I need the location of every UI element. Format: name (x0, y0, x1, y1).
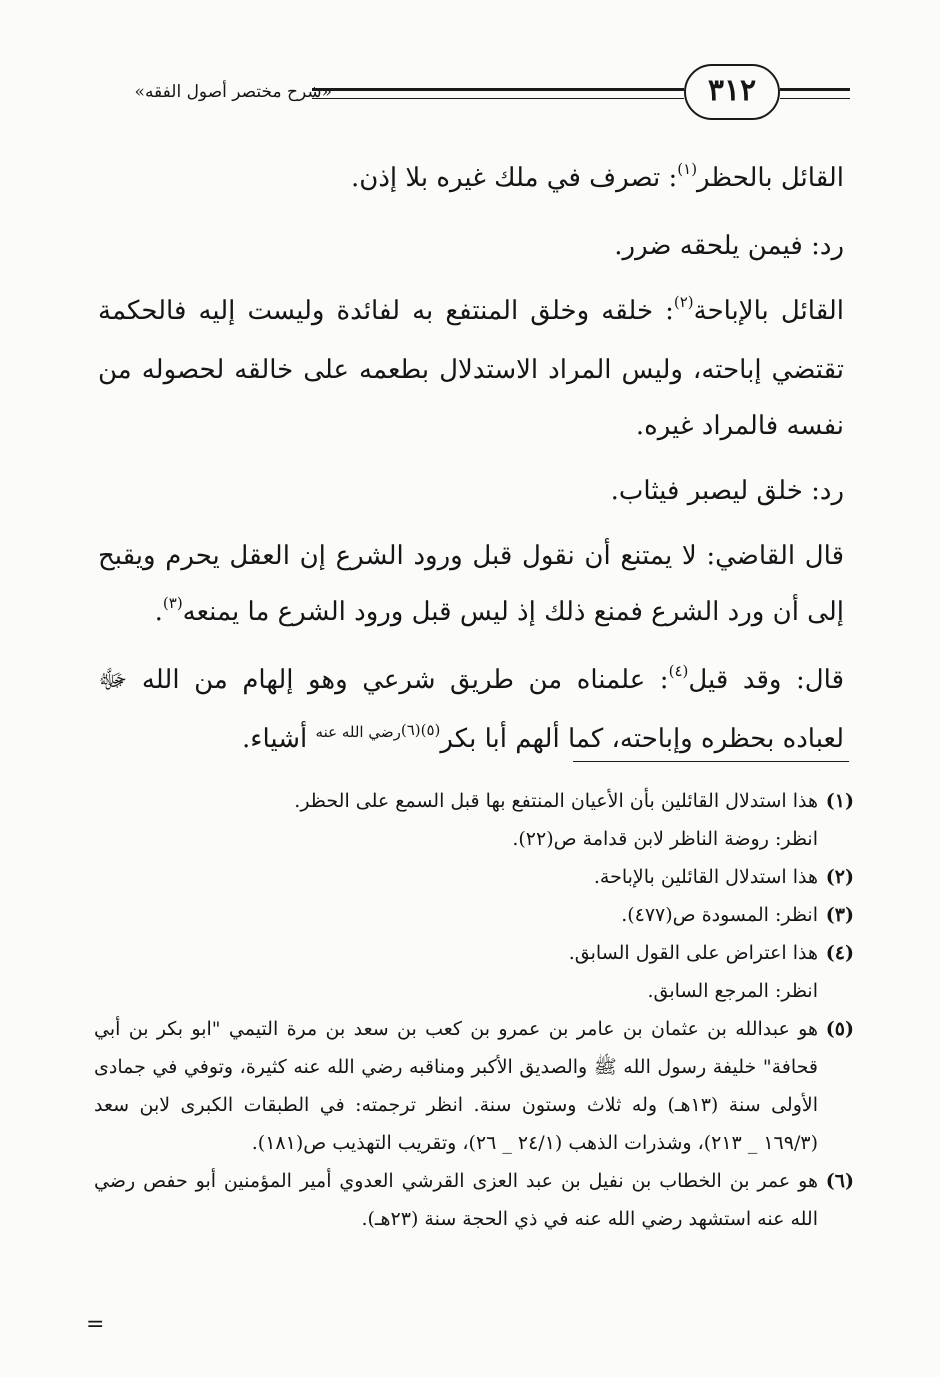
footnote-text: هذا اعتراض على القول السابق. (568, 942, 818, 964)
footnote-ref: (٤) (668, 662, 689, 680)
text-segment: القائل بالإباحة (693, 296, 844, 326)
paragraph (98, 528, 844, 643)
footnote (94, 1010, 854, 1162)
running-title: «شرح مختصر أصول الفقه» (134, 82, 332, 102)
footnote-text: هذا استدلال القائلين بالإباحة. (593, 866, 818, 888)
footnote-ref: (١) (677, 160, 698, 178)
footnote (94, 934, 854, 1010)
text-segment: : خلقه وخلق المنتفع به لفائدة وليست إليه فالحكمة تقتضي إباحته، وليس المراد الاستدلال بطعمه على خالقه لحصوله من نفسه فالمراد غيره. (98, 296, 844, 441)
footnote-number: (١) (825, 790, 854, 812)
text-segment: : تصرف في ملك غيره بلا إذن. (350, 163, 678, 193)
text-segment: قال: وقد قيل (688, 665, 844, 695)
footnote (94, 1162, 854, 1238)
paragraph (98, 218, 844, 274)
paragraph (98, 463, 844, 519)
main-text (98, 150, 844, 779)
footnote (94, 782, 854, 858)
footnote-text: هذا استدلال القائلين بأن الأعيان المنتفع بها قبل السمع على الحظر. (294, 790, 818, 812)
honorific: رضي الله عنه (315, 723, 401, 741)
footnotes (94, 782, 854, 1238)
footnote (94, 896, 854, 934)
footnote-ref: (٢) (673, 293, 694, 311)
text-segment: قال القاضي: لا يمتنع أن نقول قبل ورود الشرع إن العقل يحرم ويقبح إلى أن ورد الشرع فمنع ذلك إذ ليس قبل ورود الشرع ما يمنعه (98, 541, 844, 627)
footnote-number: (٥) (825, 1018, 854, 1040)
footnote-number: (٦) (825, 1170, 854, 1192)
footnote-number: (٢) (825, 866, 854, 888)
text-segment: القائل بالحظر (697, 163, 844, 193)
page-header (72, 58, 852, 138)
footnote-divider (573, 761, 849, 762)
footer-mark: = (86, 1312, 105, 1337)
page-number: ٣١٢ (684, 64, 780, 120)
footnote-number: (٣) (825, 904, 854, 926)
text-segment: رد: فيمن يلحقه ضرر. (614, 231, 844, 261)
text-segment: أشياء. (242, 724, 316, 754)
header-rule-right (780, 88, 850, 99)
footnote-text: هو عبدالله بن عثمان بن عامر بن عمرو بن كعب بن سعد بن مرة التيمي "ابو بكر بن أبي قحافة" خليفة رسول الله ﷺ والصديق الأكبر ومناقبه رضي الله عنه كثيرة، وتوفي في جمادى الأولى سنة (١٣هـ) وله ثلاث وستون سنة. انظر ترجمته: في الطبقات الكبرى لابن سعد (١٦٩/٣ _ ٢١٣)، وشذرات الذهب (٢٤/١ _ ٢٦)، وتقريب التهذيب ص(١٨١). (94, 1018, 819, 1154)
footnote-number: (٤) (825, 942, 854, 964)
footnote-ref: (٣) (162, 594, 183, 612)
paragraph (98, 283, 844, 454)
footnote-text: هو عمر بن الخطاب بن نفيل بن عبد العزى القرشي العدوي أمير المؤمنين أبو حفص رضي الله عنه استشهد رضي الله عنه في ذي الحجة سنة (٢٣هـ). (94, 1170, 818, 1230)
text-segment: : علمناه من طريق شرعي وهو إلهام من الله ﷻ لعباده بحظره وإباحته، كما ألهم أبا بكر (98, 665, 844, 754)
footnote-ref: (٥)(٦) (400, 721, 441, 739)
header-rule-left (312, 88, 684, 99)
footnote-text: انظر: المسودة ص(٤٧٧). (621, 904, 818, 926)
paragraph (98, 150, 844, 209)
footnote (94, 858, 854, 896)
paragraph (98, 652, 844, 770)
text-segment: رد: خلق ليصبر فيثاب. (610, 476, 844, 506)
text-segment: . (154, 597, 163, 627)
footnote-citation: انظر: المرجع السابق. (647, 980, 818, 1002)
footnote-citation: انظر: روضة الناظر لابن قدامة ص(٢٢). (512, 828, 818, 850)
